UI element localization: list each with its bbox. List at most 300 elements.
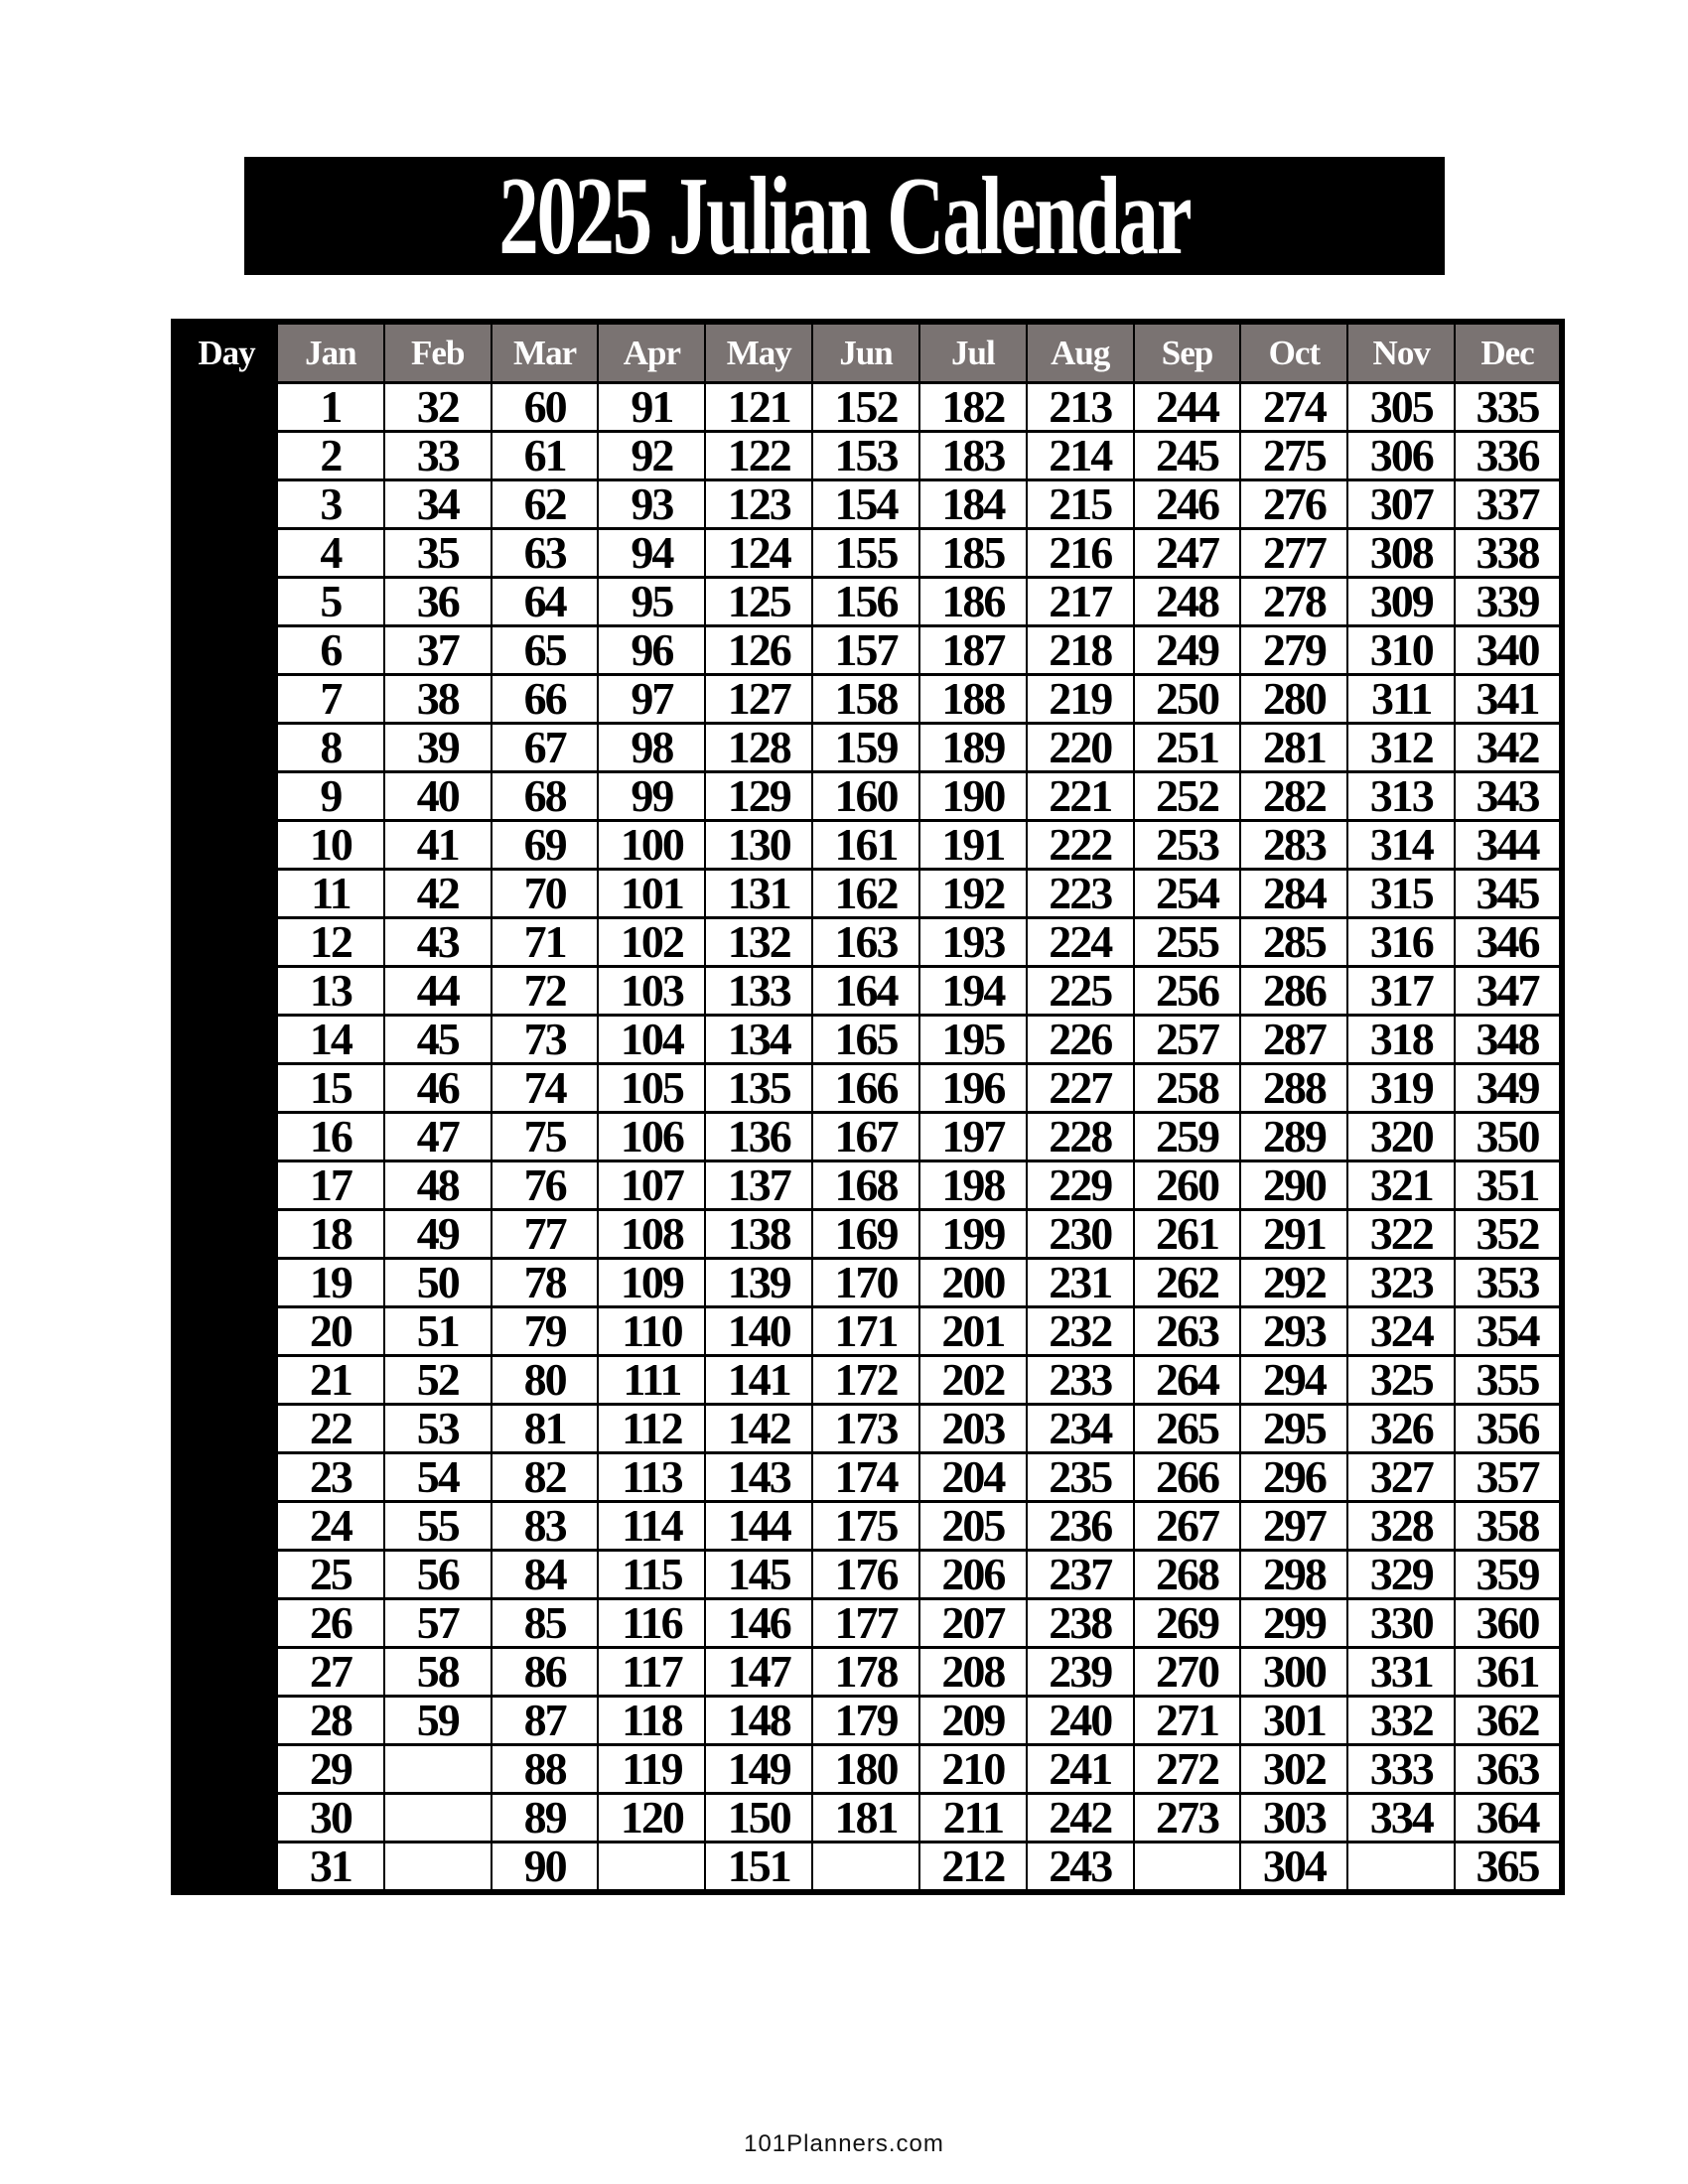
julian-day-cell: 49 [384, 1210, 492, 1259]
julian-day-cell: 183 [919, 432, 1027, 480]
day-label: 18 [174, 1210, 277, 1259]
julian-day-cell: 101 [598, 870, 705, 918]
julian-day-cell: 361 [1455, 1648, 1562, 1697]
julian-day-cell: 235 [1027, 1453, 1134, 1502]
julian-day-cell: 145 [705, 1551, 812, 1599]
julian-day-cell: 228 [1027, 1113, 1134, 1161]
julian-day-cell: 222 [1027, 821, 1134, 870]
julian-day-cell: 165 [812, 1016, 919, 1064]
julian-day-cell: 207 [919, 1599, 1027, 1648]
day-column-header: Day [174, 322, 277, 383]
day-label: 15 [174, 1064, 277, 1113]
julian-day-cell: 264 [1134, 1356, 1241, 1405]
table-row [174, 1064, 1562, 1113]
julian-day-cell: 174 [812, 1453, 919, 1502]
julian-day-cell: 180 [812, 1745, 919, 1794]
julian-day-cell: 116 [598, 1599, 705, 1648]
julian-day-cell: 322 [1347, 1210, 1455, 1259]
julian-day-cell: 344 [1455, 821, 1562, 870]
julian-day-cell: 98 [598, 724, 705, 772]
julian-day-cell: 197 [919, 1113, 1027, 1161]
julian-day-cell: 266 [1134, 1453, 1241, 1502]
table-row [174, 1210, 1562, 1259]
table-row [174, 1307, 1562, 1356]
julian-day-cell: 147 [705, 1648, 812, 1697]
day-label: 23 [174, 1453, 277, 1502]
julian-day-cell: 187 [919, 626, 1027, 675]
julian-day-cell: 56 [384, 1551, 492, 1599]
day-label: 16 [174, 1113, 277, 1161]
julian-day-cell: 123 [705, 480, 812, 529]
julian-day-cell: 184 [919, 480, 1027, 529]
julian-day-cell: 103 [598, 967, 705, 1016]
day-label: 8 [174, 724, 277, 772]
table-row [174, 1794, 1562, 1843]
julian-day-cell: 234 [1027, 1405, 1134, 1453]
julian-day-cell: 326 [1347, 1405, 1455, 1453]
julian-day-cell: 149 [705, 1745, 812, 1794]
julian-day-cell: 140 [705, 1307, 812, 1356]
julian-day-cell: 307 [1347, 480, 1455, 529]
table-row [174, 1502, 1562, 1551]
day-label: 21 [174, 1356, 277, 1405]
julian-day-cell: 263 [1134, 1307, 1241, 1356]
julian-day-cell: 365 [1455, 1843, 1562, 1893]
day-label: 12 [174, 918, 277, 967]
julian-day-cell: 26 [277, 1599, 384, 1648]
julian-day-cell: 223 [1027, 870, 1134, 918]
julian-day-cell: 133 [705, 967, 812, 1016]
julian-day-cell: 312 [1347, 724, 1455, 772]
julian-day-cell: 193 [919, 918, 1027, 967]
julian-day-cell: 287 [1240, 1016, 1347, 1064]
julian-day-cell: 363 [1455, 1745, 1562, 1794]
day-label: 14 [174, 1016, 277, 1064]
julian-day-cell: 96 [598, 626, 705, 675]
julian-day-cell: 331 [1347, 1648, 1455, 1697]
julian-day-cell: 182 [919, 383, 1027, 432]
julian-day-cell: 334 [1347, 1794, 1455, 1843]
julian-day-cell: 175 [812, 1502, 919, 1551]
table-row [174, 1599, 1562, 1648]
julian-day-cell: 185 [919, 529, 1027, 578]
julian-day-cell: 323 [1347, 1259, 1455, 1307]
julian-day-cell: 105 [598, 1064, 705, 1113]
julian-day-cell: 246 [1134, 480, 1241, 529]
julian-day-cell: 163 [812, 918, 919, 967]
julian-day-cell: 310 [1347, 626, 1455, 675]
julian-day-cell: 201 [919, 1307, 1027, 1356]
julian-day-cell: 34 [384, 480, 492, 529]
julian-day-cell: 218 [1027, 626, 1134, 675]
julian-day-cell: 100 [598, 821, 705, 870]
julian-day-cell: 142 [705, 1405, 812, 1453]
julian-day-cell: 342 [1455, 724, 1562, 772]
julian-day-cell: 236 [1027, 1502, 1134, 1551]
julian-day-cell: 110 [598, 1307, 705, 1356]
julian-day-cell: 319 [1347, 1064, 1455, 1113]
julian-day-cell: 104 [598, 1016, 705, 1064]
julian-day-cell: 276 [1240, 480, 1347, 529]
julian-day-cell: 280 [1240, 675, 1347, 724]
julian-day-cell: 130 [705, 821, 812, 870]
julian-day-cell: 124 [705, 529, 812, 578]
table-row [174, 724, 1562, 772]
table-row [174, 870, 1562, 918]
julian-day-cell: 120 [598, 1794, 705, 1843]
julian-day-cell: 102 [598, 918, 705, 967]
julian-day-cell: 92 [598, 432, 705, 480]
month-header-jan: Jan [277, 322, 384, 383]
julian-day-cell: 249 [1134, 626, 1241, 675]
julian-day-cell: 283 [1240, 821, 1347, 870]
julian-day-cell: 305 [1347, 383, 1455, 432]
day-label: 29 [174, 1745, 277, 1794]
julian-day-cell: 353 [1455, 1259, 1562, 1307]
julian-day-cell: 282 [1240, 772, 1347, 821]
julian-day-cell: 215 [1027, 480, 1134, 529]
julian-day-cell: 30 [277, 1794, 384, 1843]
julian-day-cell: 52 [384, 1356, 492, 1405]
julian-day-cell: 297 [1240, 1502, 1347, 1551]
table-row [174, 918, 1562, 967]
julian-day-cell: 81 [492, 1405, 599, 1453]
julian-day-cell: 154 [812, 480, 919, 529]
julian-day-cell: 306 [1347, 432, 1455, 480]
day-label: 31 [174, 1843, 277, 1893]
table-row [174, 1259, 1562, 1307]
julian-day-cell: 260 [1134, 1161, 1241, 1210]
julian-day-cell: 233 [1027, 1356, 1134, 1405]
julian-day-cell: 340 [1455, 626, 1562, 675]
julian-day-cell: 296 [1240, 1453, 1347, 1502]
julian-day-cell: 55 [384, 1502, 492, 1551]
julian-day-cell: 59 [384, 1697, 492, 1745]
julian-day-cell: 148 [705, 1697, 812, 1745]
footer-site-text: 101Planners.com [744, 2130, 944, 2157]
julian-day-cell: 150 [705, 1794, 812, 1843]
julian-day-cell: 70 [492, 870, 599, 918]
month-header-sep: Sep [1134, 322, 1241, 383]
julian-day-cell: 79 [492, 1307, 599, 1356]
julian-day-cell: 38 [384, 675, 492, 724]
julian-day-cell: 284 [1240, 870, 1347, 918]
julian-day-cell: 202 [919, 1356, 1027, 1405]
julian-day-cell: 241 [1027, 1745, 1134, 1794]
julian-day-cell: 248 [1134, 578, 1241, 626]
julian-day-cell: 58 [384, 1648, 492, 1697]
julian-day-cell: 345 [1455, 870, 1562, 918]
julian-day-cell: 129 [705, 772, 812, 821]
julian-day-cell: 45 [384, 1016, 492, 1064]
julian-day-cell: 279 [1240, 626, 1347, 675]
julian-day-cell: 51 [384, 1307, 492, 1356]
julian-day-cell: 325 [1347, 1356, 1455, 1405]
julian-day-cell: 192 [919, 870, 1027, 918]
julian-day-cell: 196 [919, 1064, 1027, 1113]
julian-day-cell: 191 [919, 821, 1027, 870]
table-row [174, 578, 1562, 626]
day-label: 9 [174, 772, 277, 821]
julian-day-cell: 285 [1240, 918, 1347, 967]
julian-day-cell: 73 [492, 1016, 599, 1064]
julian-day-cell: 210 [919, 1745, 1027, 1794]
julian-day-cell: 359 [1455, 1551, 1562, 1599]
julian-day-cell: 212 [919, 1843, 1027, 1893]
julian-day-cell: 8 [277, 724, 384, 772]
julian-day-cell: 332 [1347, 1697, 1455, 1745]
julian-day-cell: 115 [598, 1551, 705, 1599]
julian-day-cell: 211 [919, 1794, 1027, 1843]
julian-day-cell: 132 [705, 918, 812, 967]
header-row [174, 322, 1562, 383]
julian-day-cell: 225 [1027, 967, 1134, 1016]
julian-day-cell: 71 [492, 918, 599, 967]
julian-day-cell: 298 [1240, 1551, 1347, 1599]
day-label: 26 [174, 1599, 277, 1648]
julian-day-cell: 35 [384, 529, 492, 578]
julian-day-cell: 22 [277, 1405, 384, 1453]
julian-day-cell: 109 [598, 1259, 705, 1307]
julian-day-cell: 171 [812, 1307, 919, 1356]
julian-day-cell: 17 [277, 1161, 384, 1210]
month-header-aug: Aug [1027, 322, 1134, 383]
julian-day-cell: 53 [384, 1405, 492, 1453]
julian-day-cell: 6 [277, 626, 384, 675]
julian-day-cell: 99 [598, 772, 705, 821]
julian-day-cell: 166 [812, 1064, 919, 1113]
julian-day-cell: 198 [919, 1161, 1027, 1210]
table-row [174, 1745, 1562, 1794]
title-banner [244, 154, 1445, 278]
julian-day-cell: 48 [384, 1161, 492, 1210]
julian-day-cell: 220 [1027, 724, 1134, 772]
julian-day-cell: 339 [1455, 578, 1562, 626]
julian-day-cell: 141 [705, 1356, 812, 1405]
day-label: 10 [174, 821, 277, 870]
julian-day-cell: 231 [1027, 1259, 1134, 1307]
julian-day-cell: 356 [1455, 1405, 1562, 1453]
julian-day-cell: 137 [705, 1161, 812, 1210]
julian-day-cell: 205 [919, 1502, 1027, 1551]
julian-day-cell: 329 [1347, 1551, 1455, 1599]
julian-day-cell: 267 [1134, 1502, 1241, 1551]
julian-day-cell: 9 [277, 772, 384, 821]
julian-day-cell [1347, 1843, 1455, 1893]
julian-day-cell: 54 [384, 1453, 492, 1502]
julian-day-cell: 111 [598, 1356, 705, 1405]
julian-day-cell: 125 [705, 578, 812, 626]
julian-day-cell: 242 [1027, 1794, 1134, 1843]
julian-day-cell: 87 [492, 1697, 599, 1745]
julian-day-cell: 158 [812, 675, 919, 724]
julian-day-cell: 144 [705, 1502, 812, 1551]
julian-day-cell: 252 [1134, 772, 1241, 821]
julian-day-cell: 168 [812, 1161, 919, 1210]
julian-day-cell: 28 [277, 1697, 384, 1745]
table-row [174, 1016, 1562, 1064]
julian-day-cell: 69 [492, 821, 599, 870]
julian-day-cell: 39 [384, 724, 492, 772]
julian-day-cell: 343 [1455, 772, 1562, 821]
julian-day-cell: 117 [598, 1648, 705, 1697]
julian-day-cell: 160 [812, 772, 919, 821]
julian-day-cell: 360 [1455, 1599, 1562, 1648]
month-header-nov: Nov [1347, 322, 1455, 383]
julian-day-cell: 302 [1240, 1745, 1347, 1794]
table-row [174, 1356, 1562, 1405]
julian-day-cell: 2 [277, 432, 384, 480]
table-row [174, 480, 1562, 529]
julian-day-cell [598, 1843, 705, 1893]
julian-day-cell: 309 [1347, 578, 1455, 626]
julian-day-cell [384, 1745, 492, 1794]
julian-day-cell: 7 [277, 675, 384, 724]
julian-day-cell: 315 [1347, 870, 1455, 918]
julian-day-cell: 13 [277, 967, 384, 1016]
julian-day-cell: 351 [1455, 1161, 1562, 1210]
julian-day-cell: 170 [812, 1259, 919, 1307]
julian-day-cell: 352 [1455, 1210, 1562, 1259]
julian-day-cell: 46 [384, 1064, 492, 1113]
page-title: 2025 Julian Calendar [498, 154, 1191, 278]
julian-day-cell: 333 [1347, 1745, 1455, 1794]
julian-day-cell: 27 [277, 1648, 384, 1697]
table-row [174, 1453, 1562, 1502]
julian-day-cell: 230 [1027, 1210, 1134, 1259]
julian-day-cell: 328 [1347, 1502, 1455, 1551]
julian-day-cell: 62 [492, 480, 599, 529]
julian-day-cell: 186 [919, 578, 1027, 626]
julian-day-cell: 112 [598, 1405, 705, 1453]
julian-day-cell: 290 [1240, 1161, 1347, 1210]
julian-day-cell: 213 [1027, 383, 1134, 432]
julian-day-cell: 227 [1027, 1064, 1134, 1113]
julian-day-cell: 194 [919, 967, 1027, 1016]
julian-day-cell: 364 [1455, 1794, 1562, 1843]
julian-day-cell: 216 [1027, 529, 1134, 578]
julian-day-cell: 64 [492, 578, 599, 626]
julian-day-cell: 65 [492, 626, 599, 675]
julian-day-cell: 134 [705, 1016, 812, 1064]
table-row [174, 529, 1562, 578]
julian-day-cell: 91 [598, 383, 705, 432]
table-row [174, 1113, 1562, 1161]
julian-day-cell: 21 [277, 1356, 384, 1405]
julian-day-cell: 245 [1134, 432, 1241, 480]
julian-day-cell: 318 [1347, 1016, 1455, 1064]
julian-day-cell: 74 [492, 1064, 599, 1113]
julian-day-cell: 16 [277, 1113, 384, 1161]
julian-day-cell: 341 [1455, 675, 1562, 724]
julian-day-cell: 181 [812, 1794, 919, 1843]
julian-day-cell: 238 [1027, 1599, 1134, 1648]
day-label: 6 [174, 626, 277, 675]
julian-day-cell: 321 [1347, 1161, 1455, 1210]
julian-day-cell: 108 [598, 1210, 705, 1259]
julian-day-cell: 23 [277, 1453, 384, 1502]
julian-day-cell: 97 [598, 675, 705, 724]
day-label: 11 [174, 870, 277, 918]
julian-day-cell: 251 [1134, 724, 1241, 772]
julian-day-cell: 78 [492, 1259, 599, 1307]
julian-day-cell: 44 [384, 967, 492, 1016]
julian-day-cell: 357 [1455, 1453, 1562, 1502]
julian-day-cell: 226 [1027, 1016, 1134, 1064]
julian-day-cell: 335 [1455, 383, 1562, 432]
julian-day-cell: 178 [812, 1648, 919, 1697]
julian-day-cell: 268 [1134, 1551, 1241, 1599]
julian-day-cell: 224 [1027, 918, 1134, 967]
julian-day-cell: 128 [705, 724, 812, 772]
julian-day-cell: 219 [1027, 675, 1134, 724]
julian-day-cell: 250 [1134, 675, 1241, 724]
julian-day-cell: 348 [1455, 1016, 1562, 1064]
julian-day-cell: 179 [812, 1697, 919, 1745]
julian-day-cell: 258 [1134, 1064, 1241, 1113]
julian-day-cell: 304 [1240, 1843, 1347, 1893]
julian-day-cell: 262 [1134, 1259, 1241, 1307]
day-label: 3 [174, 480, 277, 529]
julian-day-cell: 255 [1134, 918, 1241, 967]
julian-day-cell: 278 [1240, 578, 1347, 626]
julian-day-cell: 139 [705, 1259, 812, 1307]
julian-day-cell: 244 [1134, 383, 1241, 432]
julian-day-cell: 346 [1455, 918, 1562, 967]
julian-day-cell: 11 [277, 870, 384, 918]
julian-day-cell: 253 [1134, 821, 1241, 870]
julian-day-cell: 206 [919, 1551, 1027, 1599]
julian-day-cell: 239 [1027, 1648, 1134, 1697]
julian-day-cell: 336 [1455, 432, 1562, 480]
julian-day-cell: 324 [1347, 1307, 1455, 1356]
julian-day-cell: 288 [1240, 1064, 1347, 1113]
julian-day-cell: 1 [277, 383, 384, 432]
julian-day-cell: 84 [492, 1551, 599, 1599]
julian-day-cell: 313 [1347, 772, 1455, 821]
julian-day-cell: 18 [277, 1210, 384, 1259]
julian-calendar-table [171, 319, 1565, 1895]
julian-day-cell: 292 [1240, 1259, 1347, 1307]
julian-day-cell: 338 [1455, 529, 1562, 578]
month-header-may: May [705, 322, 812, 383]
julian-day-cell: 289 [1240, 1113, 1347, 1161]
julian-day-cell: 308 [1347, 529, 1455, 578]
julian-day-cell: 271 [1134, 1697, 1241, 1745]
julian-day-cell: 143 [705, 1453, 812, 1502]
julian-day-cell: 12 [277, 918, 384, 967]
julian-day-cell: 314 [1347, 821, 1455, 870]
julian-day-cell: 299 [1240, 1599, 1347, 1648]
julian-day-cell: 270 [1134, 1648, 1241, 1697]
julian-day-cell: 151 [705, 1843, 812, 1893]
table-row [174, 1405, 1562, 1453]
julian-day-cell [812, 1843, 919, 1893]
julian-day-cell: 75 [492, 1113, 599, 1161]
julian-day-cell: 76 [492, 1161, 599, 1210]
julian-day-cell: 208 [919, 1648, 1027, 1697]
month-header-feb: Feb [384, 322, 492, 383]
julian-day-cell: 95 [598, 578, 705, 626]
month-header-jun: Jun [812, 322, 919, 383]
julian-day-cell: 42 [384, 870, 492, 918]
julian-day-cell: 265 [1134, 1405, 1241, 1453]
day-label: 22 [174, 1405, 277, 1453]
julian-day-cell: 355 [1455, 1356, 1562, 1405]
julian-day-cell: 358 [1455, 1502, 1562, 1551]
julian-day-cell: 261 [1134, 1210, 1241, 1259]
julian-day-cell: 10 [277, 821, 384, 870]
